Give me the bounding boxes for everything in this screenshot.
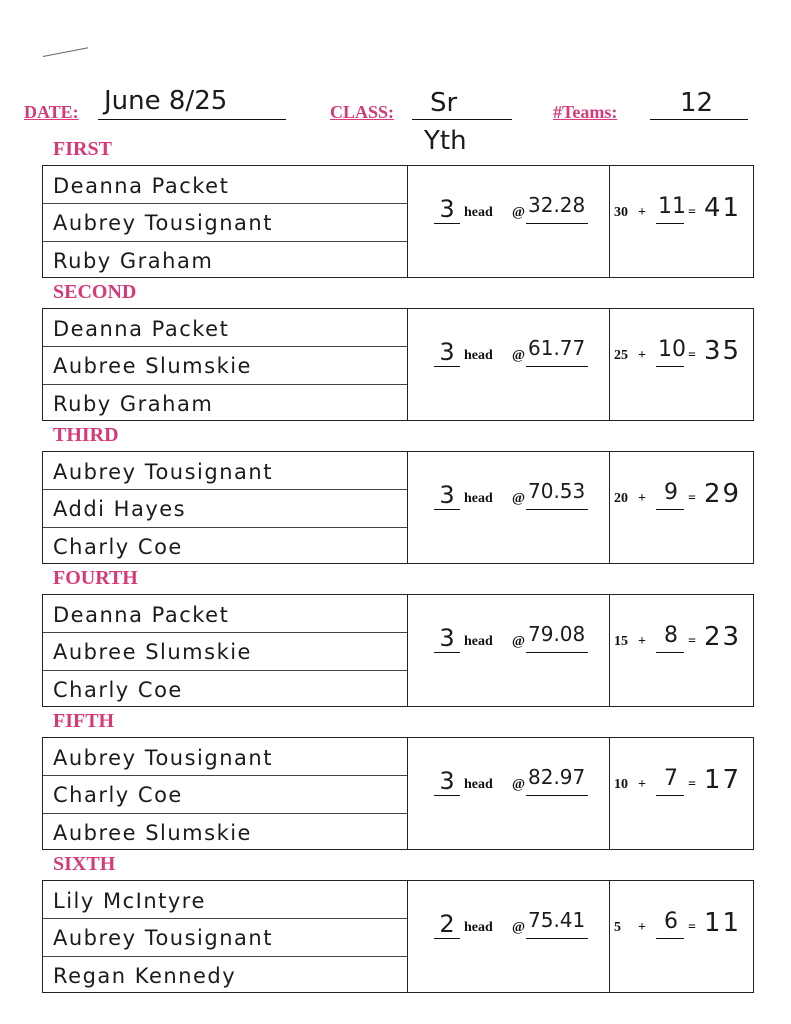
name-row-line	[43, 670, 407, 671]
time-value: 75.41	[528, 908, 586, 932]
head-count-line	[434, 652, 460, 653]
plus-sign: +	[638, 634, 646, 649]
at-sign: @	[512, 634, 526, 649]
time-line	[526, 366, 588, 367]
date-label: DATE:	[24, 102, 79, 122]
plus-sign: +	[638, 348, 646, 363]
total-points: 35	[704, 336, 742, 366]
column-divider	[407, 738, 408, 849]
team-member-name: Deanna Packet	[53, 174, 230, 198]
team-member-name: Charly Coe	[53, 678, 183, 702]
score-field	[614, 336, 750, 376]
base-points: 25	[614, 348, 628, 363]
column-divider	[609, 738, 610, 849]
bonus-line	[656, 795, 684, 796]
bonus-points: 7	[664, 766, 678, 791]
team-member-name: Aubree Slumskie	[53, 354, 252, 378]
time-line	[526, 509, 588, 510]
team-member-name: Charly Coe	[53, 535, 183, 559]
name-row-line	[43, 813, 407, 814]
teams-line	[650, 119, 748, 120]
head-count-line	[434, 223, 460, 224]
equals-sign: =	[688, 920, 696, 935]
time-line	[526, 223, 588, 224]
head-time-field	[434, 622, 604, 662]
head-time-field	[434, 908, 604, 948]
head-time-field	[434, 765, 604, 805]
class-value-2: Yth	[424, 126, 467, 156]
time-line	[526, 652, 588, 653]
name-row-line	[43, 241, 407, 242]
head-time-field	[434, 336, 604, 376]
base-points: 5	[614, 920, 621, 935]
score-field	[614, 479, 750, 519]
column-divider	[609, 881, 610, 992]
placing-label: FOURTH	[53, 567, 138, 589]
team-member-name: Aubrey Tousignant	[53, 460, 273, 484]
total-points: 29	[704, 479, 742, 509]
name-row-line	[43, 632, 407, 633]
team-member-name: Aubree Slumskie	[53, 821, 252, 845]
head-count: 3	[439, 338, 455, 366]
time-line	[526, 938, 588, 939]
head-count: 3	[439, 481, 455, 509]
head-word: head	[464, 491, 493, 506]
team-member-name: Aubree Slumskie	[53, 640, 252, 664]
head-word: head	[464, 920, 493, 935]
bonus-line	[656, 223, 684, 224]
head-count-line	[434, 366, 460, 367]
time-line	[526, 795, 588, 796]
bonus-points: 10	[658, 337, 686, 362]
stray-pencil-mark	[43, 47, 88, 57]
head-count: 2	[439, 910, 455, 938]
column-divider	[407, 881, 408, 992]
total-points: 17	[704, 765, 742, 795]
plus-sign: +	[638, 920, 646, 935]
bonus-points: 9	[664, 480, 678, 505]
column-divider	[609, 452, 610, 563]
name-row-line	[43, 489, 407, 490]
bonus-points: 11	[658, 194, 686, 219]
name-row-line	[43, 527, 407, 528]
equals-sign: =	[688, 491, 696, 506]
head-count-line	[434, 795, 460, 796]
team-member-name: Ruby Graham	[53, 249, 214, 273]
team-member-name: Ruby Graham	[53, 392, 214, 416]
placing-label: THIRD	[53, 424, 119, 446]
score-field	[614, 622, 750, 662]
plus-sign: +	[638, 491, 646, 506]
column-divider	[407, 452, 408, 563]
head-count: 3	[439, 195, 455, 223]
column-divider	[407, 166, 408, 277]
at-sign: @	[512, 920, 526, 935]
time-value: 79.08	[528, 622, 586, 646]
head-time-field	[434, 479, 604, 519]
score-field	[614, 765, 750, 805]
at-sign: @	[512, 777, 526, 792]
equals-sign: =	[688, 348, 696, 363]
base-points: 20	[614, 491, 628, 506]
team-member-name: Deanna Packet	[53, 317, 230, 341]
name-row-line	[43, 918, 407, 919]
score-field	[614, 193, 750, 233]
base-points: 30	[614, 205, 628, 220]
head-word: head	[464, 205, 493, 220]
name-row-line	[43, 384, 407, 385]
head-word: head	[464, 634, 493, 649]
total-points: 23	[704, 622, 742, 652]
date-line	[98, 119, 286, 120]
placing-label: FIRST	[53, 138, 112, 160]
at-sign: @	[512, 491, 526, 506]
name-row-line	[43, 775, 407, 776]
head-count: 3	[439, 767, 455, 795]
bonus-points: 8	[664, 623, 678, 648]
column-divider	[609, 595, 610, 706]
time-value: 70.53	[528, 479, 586, 503]
bonus-line	[656, 509, 684, 510]
time-value: 82.97	[528, 765, 586, 789]
team-member-name: Regan Kennedy	[53, 964, 237, 988]
column-divider	[407, 309, 408, 420]
equals-sign: =	[688, 777, 696, 792]
head-time-field	[434, 193, 604, 233]
team-member-name: Addi Hayes	[53, 497, 187, 521]
class-value: Sr	[430, 88, 458, 118]
at-sign: @	[512, 205, 526, 220]
class-line	[412, 119, 512, 120]
head-word: head	[464, 348, 493, 363]
base-points: 15	[614, 634, 628, 649]
placing-label: SECOND	[53, 281, 137, 303]
score-field	[614, 908, 750, 948]
team-member-name: Aubrey Tousignant	[53, 211, 273, 235]
team-member-name: Lily McIntyre	[53, 889, 206, 913]
base-points: 10	[614, 777, 628, 792]
column-divider	[609, 166, 610, 277]
bonus-line	[656, 652, 684, 653]
bonus-line	[656, 938, 684, 939]
team-member-name: Charly Coe	[53, 783, 183, 807]
total-points: 11	[704, 908, 742, 938]
placing-label: SIXTH	[53, 853, 116, 875]
equals-sign: =	[688, 634, 696, 649]
at-sign: @	[512, 348, 526, 363]
column-divider	[407, 595, 408, 706]
placing-label: FIFTH	[53, 710, 115, 732]
date-value: June 8/25	[104, 86, 228, 116]
teams-value: 12	[680, 88, 714, 118]
team-member-name: Aubrey Tousignant	[53, 746, 273, 770]
name-row-line	[43, 346, 407, 347]
plus-sign: +	[638, 205, 646, 220]
head-count-line	[434, 509, 460, 510]
plus-sign: +	[638, 777, 646, 792]
time-value: 32.28	[528, 193, 586, 217]
team-member-name: Aubrey Tousignant	[53, 926, 273, 950]
teams-label: #Teams:	[553, 102, 618, 122]
time-value: 61.77	[528, 336, 586, 360]
total-points: 41	[704, 193, 742, 223]
name-row-line	[43, 203, 407, 204]
bonus-line	[656, 366, 684, 367]
team-member-name: Deanna Packet	[53, 603, 230, 627]
name-row-line	[43, 956, 407, 957]
head-word: head	[464, 777, 493, 792]
column-divider	[609, 309, 610, 420]
head-count-line	[434, 938, 460, 939]
equals-sign: =	[688, 205, 696, 220]
bonus-points: 6	[664, 909, 678, 934]
head-count: 3	[439, 624, 455, 652]
class-label: CLASS:	[330, 102, 395, 122]
